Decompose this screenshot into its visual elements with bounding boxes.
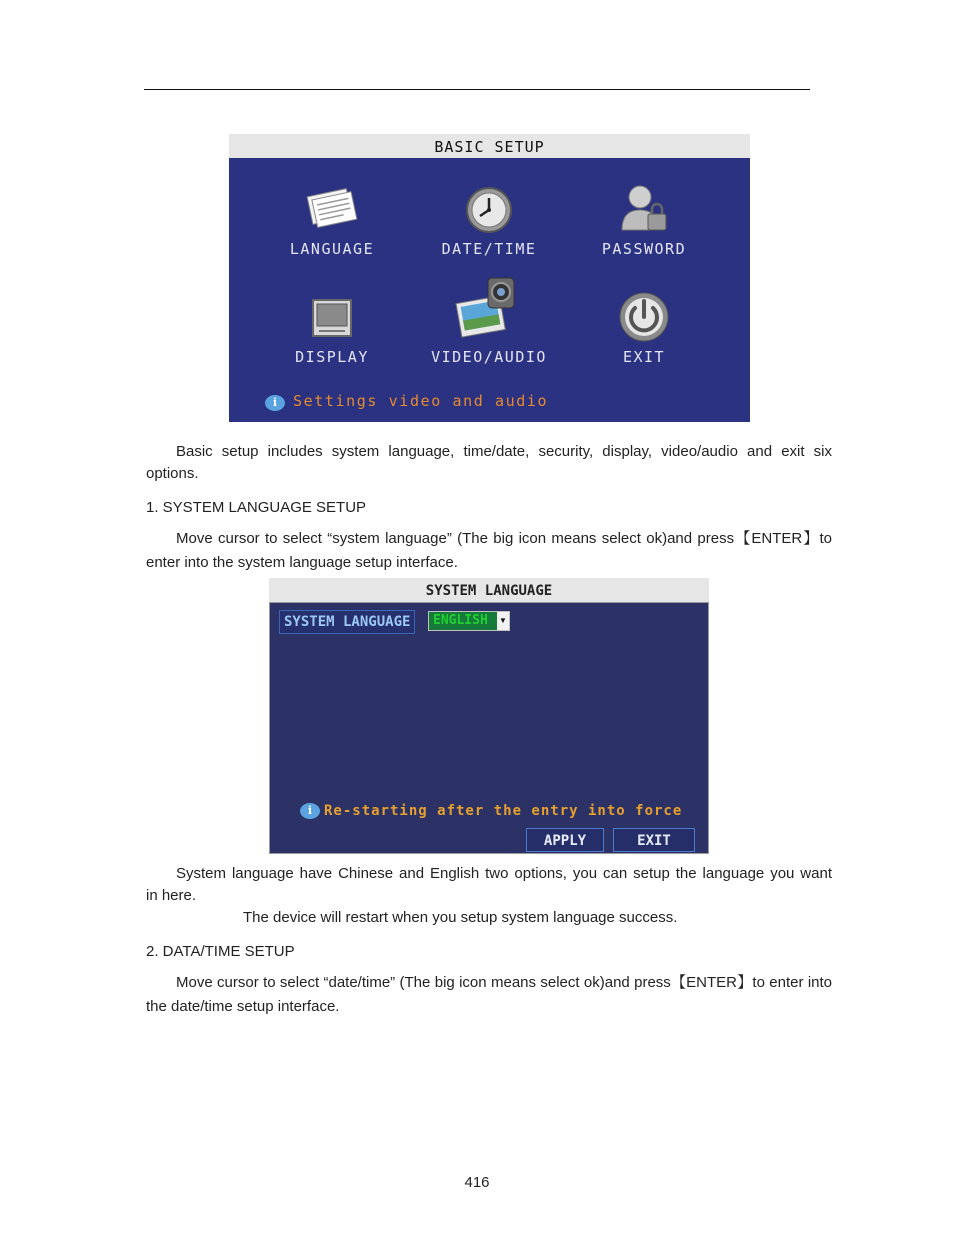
basic-setup-panel — [229, 158, 750, 422]
paragraph-date-time-line2: the date/time setup interface. — [146, 998, 340, 1015]
monitor-icon — [311, 298, 353, 338]
menu-item-video-audio[interactable] — [409, 268, 569, 398]
menu-label-password: PASSWORD — [601, 240, 687, 258]
menu-label-date-time: DATE/TIME — [441, 240, 537, 258]
paragraph-options-line2: in here. — [146, 887, 197, 904]
system-language-hint: Re-starting after the entry into force — [324, 803, 683, 819]
header-rule — [144, 89, 810, 90]
menu-item-exit[interactable] — [564, 278, 724, 398]
chevron-down-icon[interactable]: ▼ — [497, 612, 509, 630]
user-lock-icon — [618, 184, 670, 234]
system-language-screen — [269, 578, 709, 854]
language-select-value: ENGLISH — [433, 613, 488, 628]
menu-label-language: LANGUAGE — [289, 240, 375, 258]
basic-setup-hint: Settings video and audio — [293, 392, 549, 410]
system-language-title: SYSTEM LANGUAGE — [269, 578, 709, 602]
apply-button[interactable]: APPLY — [526, 828, 604, 852]
system-language-panel — [269, 602, 709, 854]
language-select[interactable] — [428, 611, 510, 631]
page-number: 416 — [464, 1174, 490, 1191]
paragraph-intro-line2: options. — [146, 465, 199, 482]
info-icon: i — [300, 803, 320, 819]
paragraph-language-line2: enter into the system language setup interface. — [146, 554, 458, 571]
power-icon — [617, 292, 671, 342]
section-heading-system-language: 1. SYSTEM LANGUAGE SETUP — [146, 499, 367, 516]
menu-item-language[interactable] — [252, 158, 412, 288]
paragraph-intro-line1: Basic setup includes system language, time/date, security, display, video/audio and exit six — [176, 443, 832, 460]
language-icon — [302, 184, 362, 232]
paragraph-options-line1: System language have Chinese and English two options, you can setup the language you want — [176, 865, 832, 882]
menu-label-video-audio: VIDEO/AUDIO — [431, 348, 547, 366]
menu-item-display[interactable] — [252, 278, 412, 398]
basic-setup-title: BASIC SETUP — [229, 134, 750, 158]
camera-icon — [454, 272, 524, 344]
system-language-field-label: SYSTEM LANGUAGE — [279, 610, 415, 634]
note-restart: The device will restart when you setup system language success. — [243, 909, 678, 926]
paragraph-date-time-line1: Move cursor to select “date/time” (The big icon means select ok)and press【ENTER】to enter into — [176, 974, 832, 991]
basic-setup-screen — [229, 134, 750, 422]
section-heading-date-time: 2. DATA/TIME SETUP — [146, 943, 295, 960]
clock-icon — [465, 186, 513, 234]
menu-item-password[interactable] — [564, 158, 724, 288]
exit-button[interactable]: EXIT — [613, 828, 695, 852]
paragraph-language-line1: Move cursor to select “system language” (The big icon means select ok)and press【ENTER】to — [176, 530, 832, 547]
info-icon: i — [265, 395, 285, 411]
menu-label-exit: EXIT — [622, 348, 666, 366]
menu-label-display: DISPLAY — [295, 348, 369, 366]
